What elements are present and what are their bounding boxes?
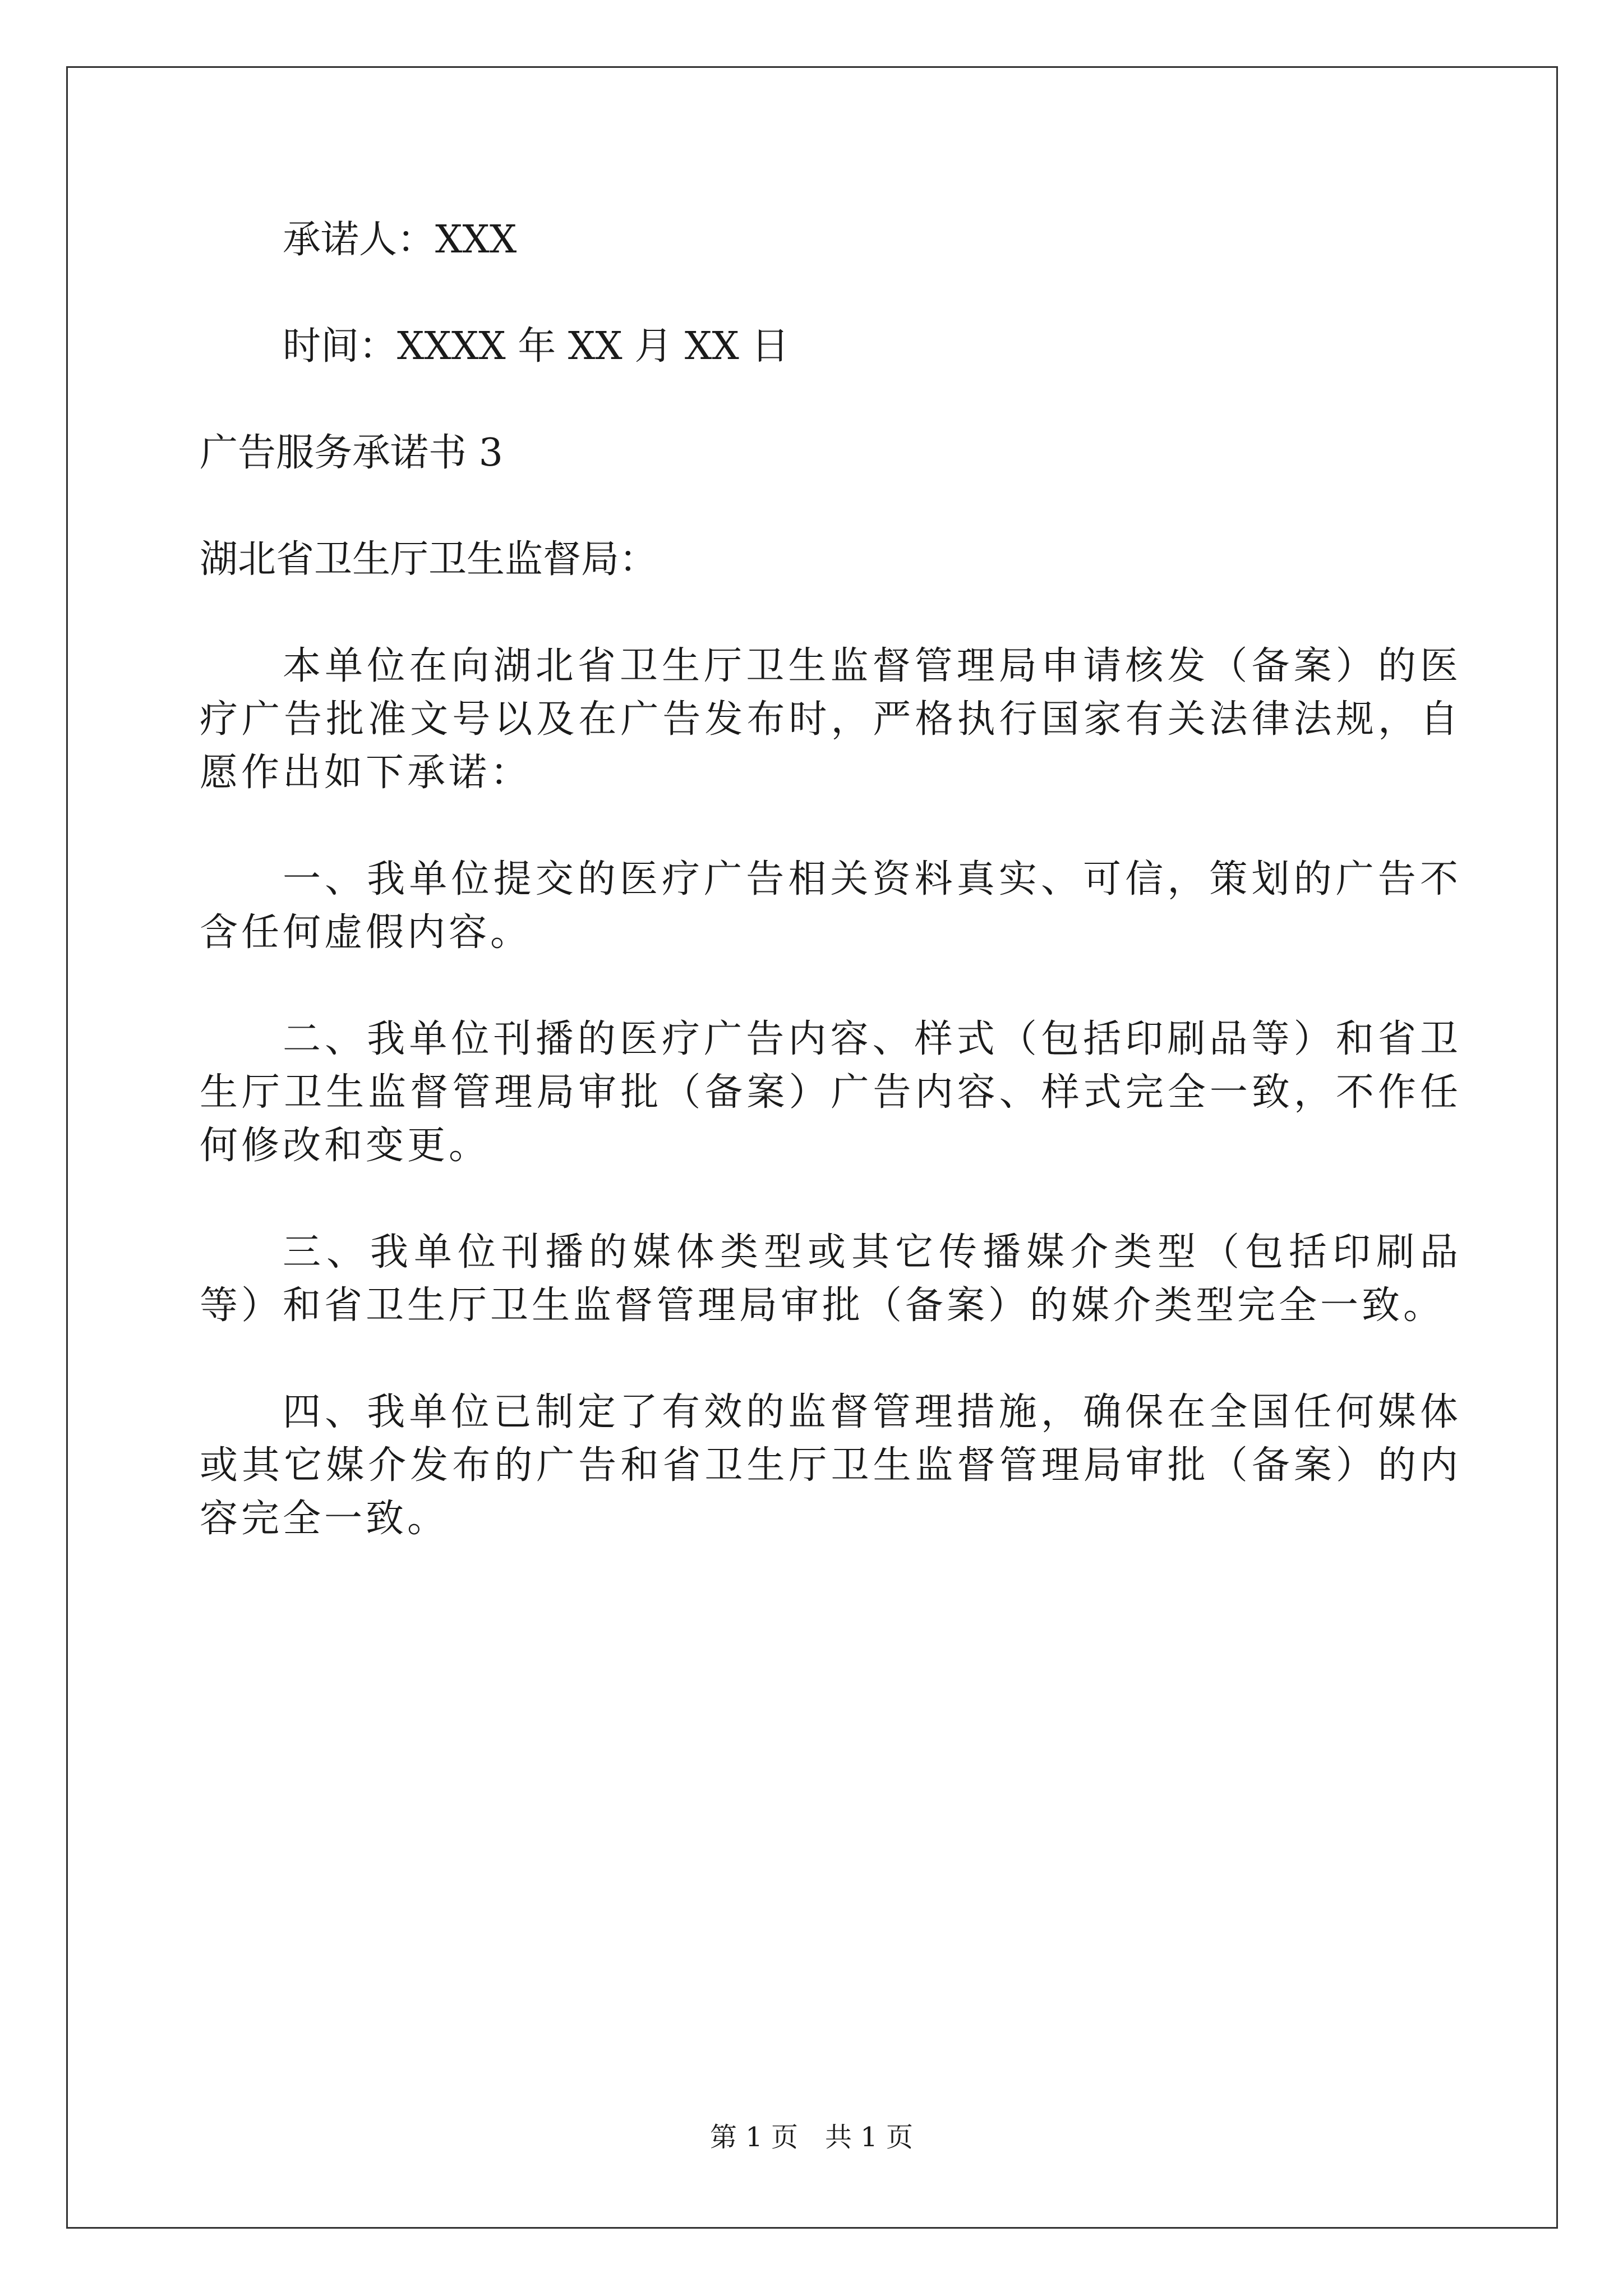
paragraph-item-1: 一、我单位提交的医疗广告相关资料真实、可信，策划的广告不含任何虚假内容。 [200,857,1461,955]
document-title: 广告服务承诺书 3 [200,431,503,475]
date-line: 时间：XXXX 年 XX 月 XX 日 [283,324,790,369]
paragraph-item-2: 二、我单位刊播的医疗广告内容、样式（包括印刷品等）和省卫生厅卫生监督管理局审批（备案）广告内容、样式完全一致，不作任何修改和变更。 [200,1017,1461,1168]
paragraph-item-4: 四、我单位已制定了有效的监督管理措施，确保在全国任何媒体或其它媒介发布的广告和省卫生厅卫生监督管理局审批（备案）的内容完全一致。 [200,1390,1461,1541]
promiser-line: 承诺人：XXX [283,218,517,262]
page-number-footer: 第 1 页 共 1 页 [709,2122,914,2153]
document-body [200,213,1461,1599]
paragraph-item-3: 三、我单位刊播的媒体类型或其它传播媒介类型（包括印刷品等）和省卫生厅卫生监督管理局审批（备案）的媒介类型完全一致。 [200,1230,1461,1328]
addressee: 湖北省卫生厅卫生监督局： [200,537,658,582]
paragraph-intro: 本单位在向湖北省卫生厅卫生监督管理局申请核发（备案）的医疗广告批准文号以及在广告发布时，严格执行国家有关法律法规，自愿作出如下承诺： [200,644,1461,795]
